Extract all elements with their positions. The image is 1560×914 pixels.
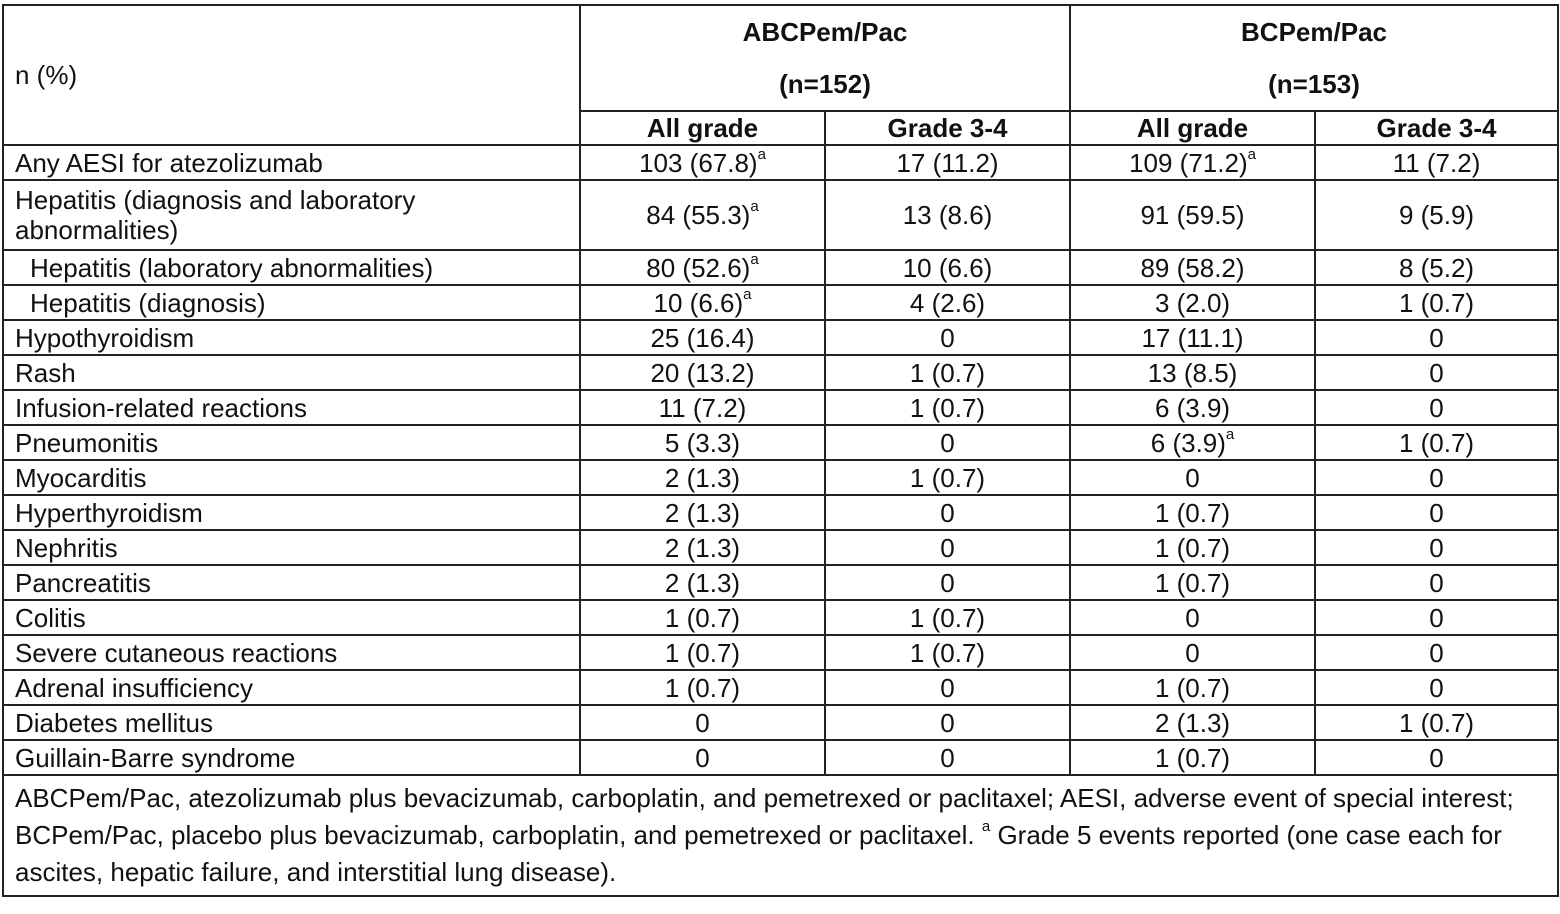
cell-value: 89 (58.2) xyxy=(1140,252,1245,283)
cell-value: 0 xyxy=(1429,672,1444,703)
value-cell xyxy=(580,600,825,635)
row-label: Infusion-related reactions xyxy=(3,390,580,425)
cell-value: 1 (0.7) xyxy=(909,357,986,388)
cell-value: 1 (0.7) xyxy=(909,392,986,423)
table-row xyxy=(3,320,1558,355)
value-cell xyxy=(1070,565,1315,600)
value-cell xyxy=(1070,285,1315,320)
cell-value: 2 (1.3) xyxy=(664,532,741,563)
cell-value: 3 (2.0) xyxy=(1154,287,1231,318)
cell-value: 2 (1.3) xyxy=(664,497,741,528)
value-cell xyxy=(580,425,825,460)
cell-value: 0 xyxy=(1429,357,1444,388)
value-cell xyxy=(1315,565,1558,600)
row-label: Rash xyxy=(3,355,580,390)
cell-value: 10 (6.6) xyxy=(653,287,744,318)
cell-value: 84 (55.3) xyxy=(646,200,751,230)
value-cell xyxy=(580,495,825,530)
table-row xyxy=(3,705,1558,740)
value-cell xyxy=(580,460,825,495)
value-cell xyxy=(580,565,825,600)
table-row xyxy=(3,250,1558,285)
table-row xyxy=(3,530,1558,565)
value-cell xyxy=(1070,740,1315,775)
table-row xyxy=(3,740,1558,775)
cell-value: 2 (1.3) xyxy=(664,462,741,493)
value-cell xyxy=(825,530,1070,565)
cell-value: 0 xyxy=(1429,497,1444,528)
value-cell xyxy=(580,635,825,670)
table-row xyxy=(3,670,1558,705)
cell-value: 0 xyxy=(1429,392,1444,423)
value-cell xyxy=(1070,530,1315,565)
row-label: Hypothyroidism xyxy=(3,320,580,355)
value-cell xyxy=(580,670,825,705)
value-cell xyxy=(1315,285,1558,320)
value-cell xyxy=(1315,635,1558,670)
cell-value: 17 (11.2) xyxy=(896,147,999,178)
value-cell xyxy=(1070,390,1315,425)
group-n: (n=153) xyxy=(1268,69,1360,99)
footnote-row xyxy=(3,775,1558,896)
value-cell xyxy=(580,145,825,180)
cell-value: 1 (0.7) xyxy=(909,602,986,633)
row-label: Pancreatitis xyxy=(3,565,580,600)
footnote-marker: a xyxy=(757,145,766,163)
value-cell xyxy=(580,705,825,740)
stub-header xyxy=(3,5,580,145)
footnote-marker: a xyxy=(1225,425,1235,443)
footnote-cell xyxy=(3,775,1558,896)
value-cell xyxy=(825,495,1070,530)
cell-value: 1 (0.7) xyxy=(664,637,741,668)
value-cell xyxy=(580,180,825,250)
cell-value: 10 (6.6) xyxy=(902,252,993,283)
value-cell xyxy=(825,145,1070,180)
value-cell xyxy=(1070,635,1315,670)
footnote-marker: a xyxy=(743,285,752,303)
cell-value: 0 xyxy=(1429,567,1444,598)
value-cell xyxy=(825,565,1070,600)
aesi-table xyxy=(2,4,1559,897)
stub-label: n (%) xyxy=(15,60,78,90)
value-cell xyxy=(580,740,825,775)
table-row xyxy=(3,600,1558,635)
cell-value: 0 xyxy=(1429,637,1444,668)
table-row xyxy=(3,355,1558,390)
row-label: Pneumonitis xyxy=(3,425,580,460)
value-cell xyxy=(580,320,825,355)
cell-value: 0 xyxy=(1429,742,1444,773)
cell-value: 0 xyxy=(1185,602,1200,633)
value-cell xyxy=(1315,355,1558,390)
footnote-marker: a xyxy=(981,818,991,836)
table-body xyxy=(3,145,1558,775)
value-cell xyxy=(1315,530,1558,565)
value-cell xyxy=(825,460,1070,495)
cell-value: 11 (7.2) xyxy=(1392,147,1481,178)
row-label: Adrenal insufficiency xyxy=(3,670,580,705)
cell-value: 0 xyxy=(1185,637,1200,668)
value-cell xyxy=(825,320,1070,355)
row-label: Hepatitis (diagnosis and laboratory abnormalities) xyxy=(3,180,580,250)
row-label: Hepatitis (laboratory abnormalities) xyxy=(3,250,580,285)
cell-value: 17 (11.1) xyxy=(1141,322,1244,353)
row-label: Nephritis xyxy=(3,530,580,565)
value-cell xyxy=(1070,425,1315,460)
value-cell xyxy=(825,180,1070,250)
cell-value: 13 (8.6) xyxy=(902,200,993,230)
cell-value: 1 (0.7) xyxy=(1154,672,1231,703)
cell-value: 6 (3.9) xyxy=(1154,392,1231,423)
cell-value: 1 (0.7) xyxy=(664,672,741,703)
subcol-header: All grade xyxy=(580,111,825,145)
footnote-marker: a xyxy=(750,198,759,216)
value-cell xyxy=(825,600,1070,635)
row-label: Hyperthyroidism xyxy=(3,495,580,530)
footnote-note: Grade 5 events reported (one case each for ascites, hepatic failure, and interstitial lung disease). xyxy=(15,820,1502,887)
value-cell xyxy=(1315,250,1558,285)
cell-value: 9 (5.9) xyxy=(1398,200,1475,230)
cell-value: 0 xyxy=(940,707,955,738)
cell-value: 91 (59.5) xyxy=(1140,200,1245,230)
ae-table-container xyxy=(2,4,1557,910)
subcol-header: Grade 3-4 xyxy=(825,111,1070,145)
table-row xyxy=(3,565,1558,600)
value-cell xyxy=(825,705,1070,740)
cell-value: 0 xyxy=(1429,532,1444,563)
cell-value: 1 (0.7) xyxy=(1398,287,1475,318)
row-label: Severe cutaneous reactions xyxy=(3,635,580,670)
value-cell xyxy=(1070,460,1315,495)
cell-value: 1 (0.7) xyxy=(909,462,986,493)
cell-value: 2 (1.3) xyxy=(1154,707,1231,738)
cell-value: 0 xyxy=(1429,462,1444,493)
value-cell xyxy=(825,285,1070,320)
cell-value: 80 (52.6) xyxy=(646,252,751,283)
cell-value: 8 (5.2) xyxy=(1398,252,1475,283)
table-row xyxy=(3,635,1558,670)
value-cell xyxy=(1315,600,1558,635)
row-label: Hepatitis (diagnosis) xyxy=(3,285,580,320)
cell-value: 0 xyxy=(940,742,955,773)
cell-value: 0 xyxy=(695,707,710,738)
value-cell xyxy=(825,355,1070,390)
cell-value: 0 xyxy=(695,742,710,773)
cell-value: 1 (0.7) xyxy=(1154,567,1231,598)
value-cell xyxy=(1070,600,1315,635)
subcol-header: All grade xyxy=(1070,111,1315,145)
value-cell xyxy=(580,390,825,425)
value-cell xyxy=(1070,250,1315,285)
table-row xyxy=(3,390,1558,425)
cell-value: 1 (0.7) xyxy=(909,637,986,668)
row-label: Any AESI for atezolizumab xyxy=(3,145,580,180)
value-cell xyxy=(825,390,1070,425)
table-row xyxy=(3,460,1558,495)
group-name: ABCPem/Pac xyxy=(742,17,908,47)
value-cell xyxy=(1315,425,1558,460)
value-cell xyxy=(1315,320,1558,355)
value-cell xyxy=(580,530,825,565)
group-name: BCPem/Pac xyxy=(1241,17,1387,47)
value-cell xyxy=(825,670,1070,705)
value-cell xyxy=(825,250,1070,285)
row-label: Diabetes mellitus xyxy=(3,705,580,740)
row-label: Myocarditis xyxy=(3,460,580,495)
cell-value: 0 xyxy=(940,672,955,703)
cell-value: 0 xyxy=(940,567,955,598)
cell-value: 0 xyxy=(1429,602,1444,633)
cell-value: 0 xyxy=(940,497,955,528)
value-cell xyxy=(1070,355,1315,390)
cell-value: 0 xyxy=(1185,462,1200,493)
value-cell xyxy=(1070,180,1315,250)
cell-value: 1 (0.7) xyxy=(1398,427,1475,458)
value-cell xyxy=(1070,145,1315,180)
cell-value: 109 (71.2) xyxy=(1129,147,1248,178)
group-n: (n=152) xyxy=(779,69,871,99)
cell-value: 0 xyxy=(940,322,955,353)
cell-value: 13 (8.5) xyxy=(1147,357,1238,388)
cell-value: 4 (2.6) xyxy=(909,287,986,318)
value-cell xyxy=(580,250,825,285)
cell-value: 2 (1.3) xyxy=(664,567,741,598)
cell-value: 20 (13.2) xyxy=(650,357,755,388)
value-cell xyxy=(580,355,825,390)
cell-value: 5 (3.3) xyxy=(664,427,741,458)
group-header-abcpem xyxy=(580,5,1070,111)
subcol-header: Grade 3-4 xyxy=(1315,111,1558,145)
cell-value: 11 (7.2) xyxy=(658,392,747,423)
footnote-marker: a xyxy=(750,250,759,268)
group-header-bcpem xyxy=(1070,5,1558,111)
value-cell xyxy=(580,285,825,320)
cell-value: 0 xyxy=(1429,322,1444,353)
value-cell xyxy=(1070,495,1315,530)
cell-value: 103 (67.8) xyxy=(639,147,758,178)
value-cell xyxy=(825,740,1070,775)
cell-value: 0 xyxy=(940,427,955,458)
row-label: Colitis xyxy=(3,600,580,635)
value-cell xyxy=(1315,705,1558,740)
table-row xyxy=(3,425,1558,460)
cell-value: 6 (3.9) xyxy=(1150,427,1226,458)
value-cell xyxy=(1315,460,1558,495)
value-cell xyxy=(1315,390,1558,425)
table-row xyxy=(3,285,1558,320)
table-row xyxy=(3,495,1558,530)
table-row xyxy=(3,145,1558,180)
cell-value: 1 (0.7) xyxy=(664,602,741,633)
value-cell xyxy=(1070,670,1315,705)
value-cell xyxy=(825,635,1070,670)
group-header-row xyxy=(3,5,1558,111)
value-cell xyxy=(1315,740,1558,775)
cell-value: 25 (16.4) xyxy=(650,322,755,353)
table-row xyxy=(3,180,1558,250)
footnote-text: ABCPem/Pac, atezolizumab plus bevacizumab, carboplatin, and pemetrexed or paclitaxel; AESI, adverse event of special interest; BCPem/Pac, placebo plus bevacizumab, carboplatin, and pemetrexed or paclitaxel. xyxy=(15,783,1514,850)
footnote-marker: a xyxy=(1247,145,1256,163)
cell-value: 1 (0.7) xyxy=(1154,497,1231,528)
cell-value: 1 (0.7) xyxy=(1154,742,1231,773)
cell-value: 1 (0.7) xyxy=(1398,707,1475,738)
value-cell xyxy=(1070,320,1315,355)
cell-value: 1 (0.7) xyxy=(1154,532,1231,563)
value-cell xyxy=(1315,670,1558,705)
value-cell xyxy=(1070,705,1315,740)
cell-value: 0 xyxy=(940,532,955,563)
row-label: Guillain-Barre syndrome xyxy=(3,740,580,775)
value-cell xyxy=(1315,180,1558,250)
value-cell xyxy=(1315,495,1558,530)
value-cell xyxy=(825,425,1070,460)
value-cell xyxy=(1315,145,1558,180)
